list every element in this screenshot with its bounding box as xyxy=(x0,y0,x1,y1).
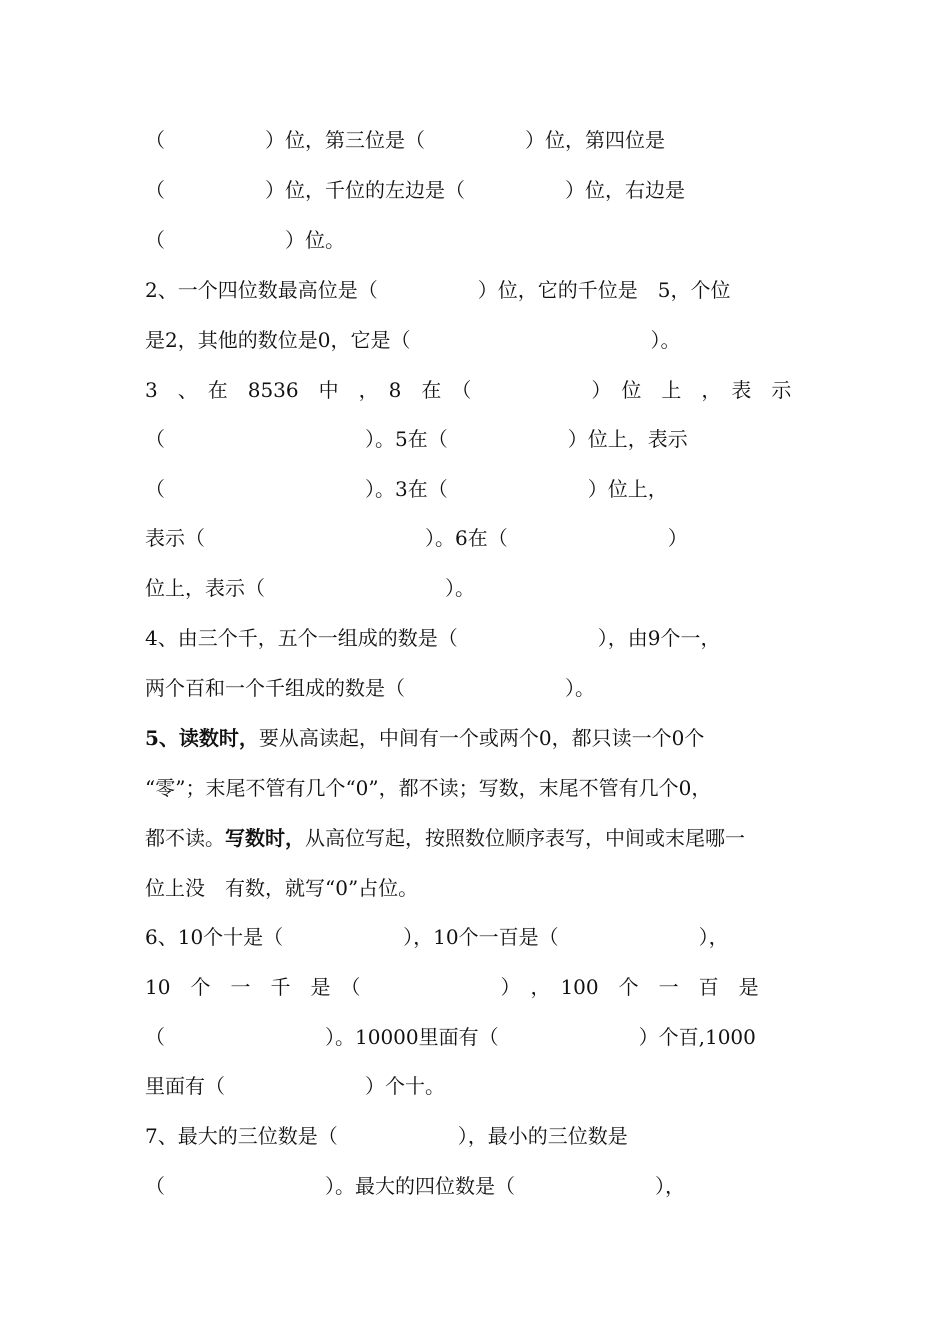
rule-text: 都不读。 xyxy=(145,826,225,850)
question-3-line: （ ）。3在（ ）位上， xyxy=(145,477,668,501)
question-2-line: 2、一个四位数最高位是（ ）位，它的千位是 5，个位 xyxy=(145,278,731,302)
rule-line xyxy=(145,723,704,753)
question-3-line: 表示（ ）。6在（ ） xyxy=(145,526,688,550)
question-4-line: 4、由三个千，五个一组成的数是（ ），由9个一， xyxy=(145,626,721,650)
question-4-line: 两个百和一个千组成的数是（ ）。 xyxy=(145,676,595,700)
question-2-line: 是2，其他的数位是0，它是（ ）。 xyxy=(145,328,681,352)
question-3-line: （ ）。5在（ ）位上，表示 xyxy=(145,427,688,451)
rule-text: 要从高读起，中间有一个或两个0，都只读一个0个 xyxy=(258,726,705,750)
question-7-line: 7、最大的三位数是（ ），最小的三位数是 xyxy=(145,1124,628,1148)
question-3-line: 位上，表示（ ）。 xyxy=(145,576,475,600)
question-6-line: （ ）。10000里面有（ ）个百,1000 xyxy=(145,1025,756,1049)
rule-line: “零”；末尾不管有几个“0”，都不读；写数，末尾不管有几个0， xyxy=(145,776,712,800)
question-6-line: 6、10个十是（ ），10个一百是（ ）， xyxy=(145,925,729,949)
rule-text: 从高位写起，按照数位顺序表写，中间或末尾哪一 xyxy=(305,826,745,850)
worksheet-line: （ ）位，千位的左边是（ ）位，右边是 xyxy=(145,178,685,202)
rule-bold-label: 5、读数时， xyxy=(145,726,259,750)
question-7-line: （ ）。最大的四位数是（ ）， xyxy=(145,1174,685,1198)
rule-line xyxy=(145,823,745,853)
question-3-line: 3 、 在 8536 中 ， 8 在 （ ） 位 上 ， 表 示 xyxy=(145,378,792,402)
worksheet-line: （ ）位。 xyxy=(145,228,345,252)
rule-bold-label: 写数时， xyxy=(225,826,305,850)
worksheet-line: （ ）位，第三位是（ ）位，第四位是 xyxy=(145,128,665,152)
question-6-line: 里面有（ ）个十。 xyxy=(145,1074,445,1098)
rule-line: 位上没 有数，就写“0”占位。 xyxy=(145,876,419,900)
question-6-line: 10 个 一 千 是 （ ） ， 100 个 一 百 是 xyxy=(145,975,759,999)
